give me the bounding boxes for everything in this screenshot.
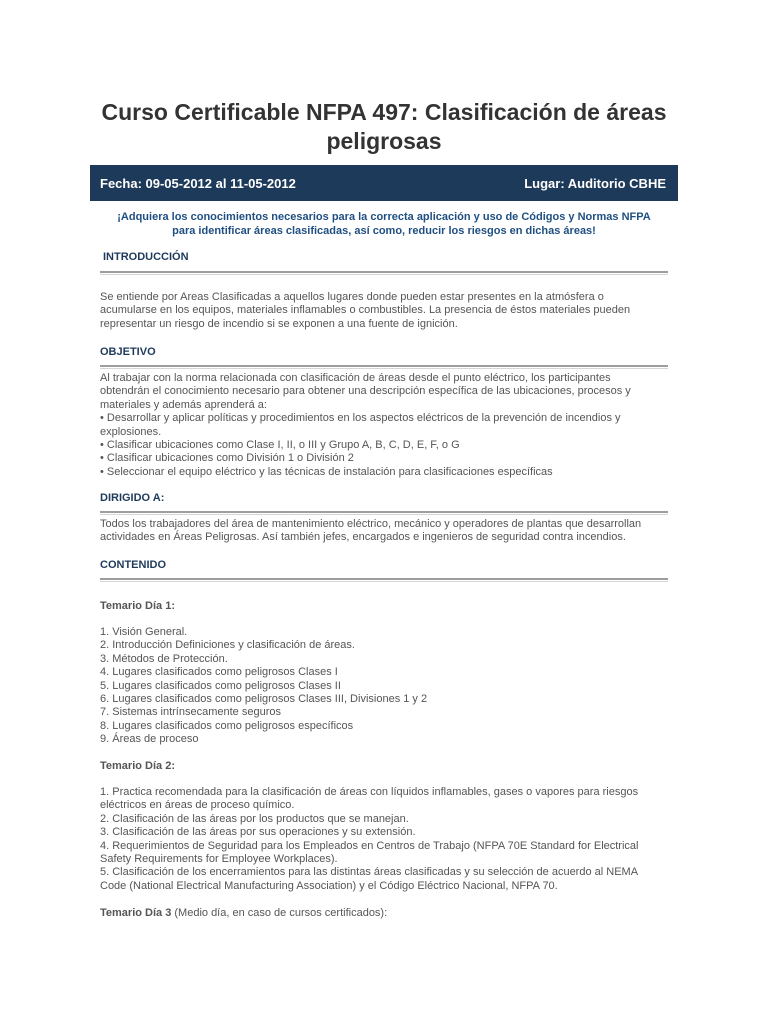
intro-banner — [100, 210, 668, 238]
list-item: eléctricos en áreas de proceso químico. — [100, 799, 295, 812]
paragraph-line: acumularse en los equipos, materiales inflamables o combustibles. La presencia de éstos materiales pueden — [100, 304, 631, 317]
list-item: 5. Lugares clasificados como peligrosos Clases II — [100, 679, 341, 692]
course-location: Lugar: Auditorio CBHE — [524, 175, 666, 191]
list-item: 6. Lugares clasificados como peligrosos Clases III, Divisiones 1 y 2 — [100, 693, 428, 706]
list-item: 2. Clasificación de las áreas por los productos que se manejan. — [100, 812, 409, 825]
paragraph-line: obtendrán el conocimiento necesario para obtener una descripción específica de las ubicaciones, procesos y — [100, 385, 631, 398]
page-title: Curso Certificable NFPA 497: Clasificación de áreas peligrosas — [101, 99, 667, 154]
course-date: Fecha: 09-05-2012 al 11-05-2012 — [100, 175, 296, 191]
list-item: 4. Requerimientos de Seguridad para los Empleados en Centros de Trabajo (NFPA 70E Standard for Electrical — [100, 839, 639, 852]
objetivo-text — [100, 372, 668, 479]
dirigido-text — [100, 518, 668, 545]
section-heading-objetivo: OBJETIVO — [100, 346, 156, 358]
list-item: 4. Lugares clasificados como peligrosos Clases I — [100, 666, 338, 679]
section-heading-dirigido: DIRIGIDO A: — [100, 492, 165, 504]
list-item: 5. Clasificación de los encerramientos para las distintas áreas clasificadas y su selección de acuerdo al NEMA — [100, 866, 639, 879]
paragraph-line: Se entiende por Areas Clasificadas a aquellos lugares donde pueden estar presentes en la atmósfera o — [100, 291, 604, 303]
paragraph-line: representar un riesgo de incendio si se exponen a una fuente de ignición. — [100, 317, 458, 330]
list-item: 1. Visión General. — [100, 626, 188, 638]
bullet-item: • Desarrollar y aplicar políticas y procedimientos en los aspectos eléctricos de la prevención de incendios y — [100, 412, 621, 425]
section-heading-contenido: CONTENIDO — [100, 559, 166, 571]
list-item: 3. Clasificación de las áreas por sus operaciones y su extensión. — [100, 826, 416, 839]
paragraph-line: actividades en Áreas Peligrosas. Así también jefes, encargados e ingenieros de seguridad contra incendios. — [100, 531, 626, 544]
list-item: 2. Introducción Definiciones y clasificación de áreas. — [100, 639, 355, 652]
section-divider — [100, 271, 668, 275]
section-divider — [100, 511, 668, 515]
bullet-item: • Clasificar ubicaciones como División 1 o División 2 — [100, 452, 354, 465]
list-item: 3. Métodos de Protección. — [100, 652, 228, 665]
list-item: 9. Áreas de proceso — [100, 733, 199, 746]
list-item: Safety Requirements for Employee Workplaces). — [100, 853, 338, 866]
banner-line: para identificar áreas clasificadas, así como, reducir los riesgos en dichas áreas! — [172, 225, 596, 237]
introduccion-text — [100, 291, 668, 331]
section-heading-introduccion: INTRODUCCIÓN — [103, 251, 189, 263]
temario-dia-3-note: (Medio día, en caso de cursos certificados): — [171, 907, 388, 919]
temario-dia-2-label: Temario Día 2: — [100, 760, 175, 772]
section-divider — [100, 365, 668, 369]
date-location-bar — [90, 165, 678, 201]
bullet-item: explosiones. — [100, 425, 162, 438]
paragraph-line: Todos los trabajadores del área de mantenimiento eléctrico, mecánico y operadores de plantas que desarrollan — [100, 518, 642, 530]
paragraph-line: materiales y además aprenderá a: — [100, 398, 267, 411]
banner-line: ¡Adquiera los conocimientos necesarios para la correcta aplicación y uso de Códigos y Normas NFPA — [117, 211, 651, 223]
list-item: Code (National Electrical Manufacturing Association) y el Código Eléctrico Nacional, NFPA 70. — [100, 879, 558, 892]
temario-dia-3-title: Temario Día 3 — [100, 907, 172, 919]
bullet-item: • Seleccionar el equipo eléctrico y las técnicas de instalación para clasificaciones específicas — [100, 465, 553, 478]
list-item: 1. Practica recomendada para la clasificación de áreas con líquidos inflamables, gases o vapores para riesgos — [100, 786, 639, 798]
temario-dia-1-label: Temario Día 1: — [100, 600, 175, 612]
paragraph-line: Al trabajar con la norma relacionada con clasificación de áreas desde el punto eléctrico, los participantes — [100, 372, 611, 384]
bullet-item: • Clasificar ubicaciones como Clase I, II, o III y Grupo A, B, C, D, E, F, o G — [100, 439, 460, 452]
section-divider — [100, 578, 668, 582]
list-item: 7. Sistemas intrínsecamente seguros — [100, 706, 281, 719]
temario-dia-1-list — [100, 626, 668, 747]
list-item: 8. Lugares clasificados como peligrosos específicos — [100, 719, 354, 732]
temario-dia-3-label — [100, 906, 387, 920]
temario-dia-2-list — [100, 786, 668, 893]
